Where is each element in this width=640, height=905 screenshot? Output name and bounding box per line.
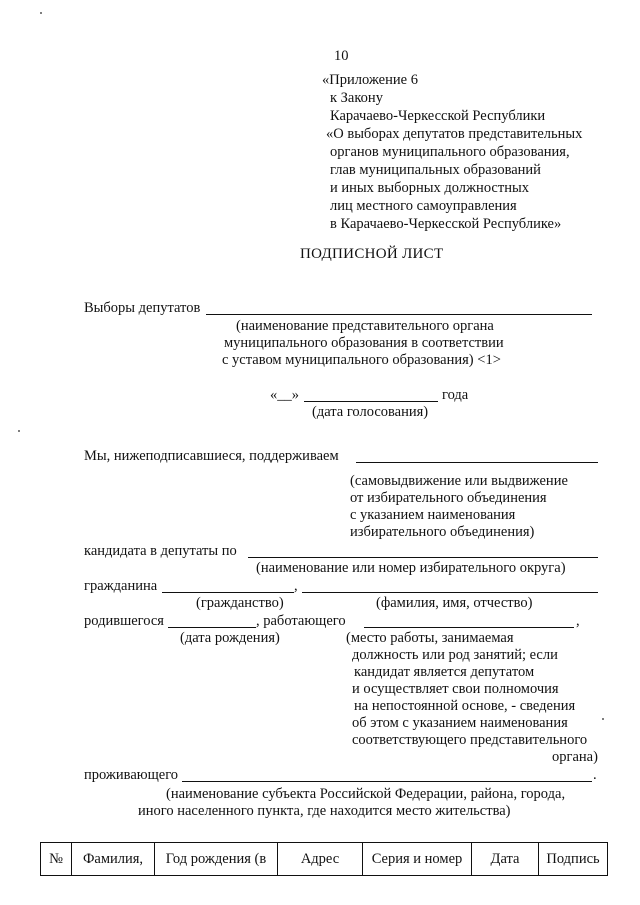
working-label: , работающего	[256, 613, 346, 629]
appendix-line: «Приложение 6	[322, 72, 418, 88]
elections-hint: (наименование представительного органа	[236, 318, 494, 334]
residence-period: .	[593, 767, 597, 783]
date-day: «__»	[270, 387, 299, 403]
citizen-comma: ,	[294, 578, 298, 594]
table-header-row	[41, 843, 608, 876]
appendix-line: и иных выборных должностных	[330, 180, 529, 196]
support-hint: избирательного объединения)	[350, 524, 535, 540]
support-hint: (самовыдвижение или выдвижение	[350, 473, 568, 489]
page-number: 10	[334, 48, 349, 64]
appendix-line: к Закону	[330, 90, 383, 106]
col-address: Адрес	[278, 843, 363, 876]
appendix-line: «О выборах депутатов представительных	[326, 126, 583, 142]
birthdate-blank[interactable]	[168, 627, 256, 628]
working-comma: ,	[576, 613, 580, 629]
appendix-line: глав муниципальных образований	[330, 162, 541, 178]
residence-hint: (наименование субъекта Российской Федерации, района, города,	[166, 786, 566, 802]
appendix-line: в Карачаево-Черкесской Республике»	[330, 216, 562, 232]
support-label: Мы, нижеподписавшиеся, поддерживаем	[84, 448, 339, 464]
scan-speck	[602, 718, 604, 720]
workplace-hint: на непостоянной основе, - сведения	[354, 698, 576, 714]
citizenship-hint: (гражданство)	[196, 595, 284, 611]
elections-hint: муниципального образования в соответствии	[224, 335, 504, 351]
date-blank[interactable]	[304, 401, 438, 402]
workplace-blank[interactable]	[364, 627, 574, 628]
date-suffix: года	[442, 387, 469, 403]
candidate-blank[interactable]	[248, 557, 598, 558]
col-passport: Серия и номер	[363, 843, 472, 876]
appendix-line: органов муниципального образования,	[330, 144, 570, 160]
birthdate-hint: (дата рождения)	[180, 630, 280, 646]
citizenship-blank[interactable]	[162, 592, 294, 593]
col-number: №	[41, 843, 72, 876]
workplace-hint: (место работы, занимаемая	[346, 630, 514, 646]
date-hint: (дата голосования)	[312, 404, 429, 420]
support-blank[interactable]	[356, 462, 598, 463]
fullname-hint: (фамилия, имя, отчество)	[376, 595, 533, 611]
col-birthyear: Год рождения (в	[155, 843, 278, 876]
support-hint: с указанием наименования	[350, 507, 516, 523]
col-date: Дата	[472, 843, 539, 876]
workplace-hint: органа)	[552, 749, 598, 765]
candidate-hint: (наименование или номер избирательного округа)	[256, 560, 566, 576]
signature-table	[40, 842, 608, 876]
elections-blank[interactable]	[206, 314, 592, 315]
residence-blank[interactable]	[182, 781, 592, 782]
residence-hint: иного населенного пункта, где находится место жительства)	[138, 803, 511, 819]
col-signature: Подпись	[539, 843, 608, 876]
page-title: ПОДПИСНОЙ ЛИСТ	[300, 246, 444, 262]
appendix-line: Карачаево-Черкесской Республики	[330, 108, 546, 124]
elections-hint: с уставом муниципального образования) <1>	[222, 352, 501, 368]
scan-speck	[40, 12, 42, 14]
support-hint: от избирательного объединения	[350, 490, 547, 506]
workplace-hint: должность или род занятий; если	[352, 647, 558, 663]
appendix-line: лиц местного самоуправления	[330, 198, 517, 214]
elections-label: Выборы депутатов	[84, 300, 201, 316]
workplace-hint: соответствующего представительного	[352, 732, 588, 748]
candidate-label: кандидата в депутаты по	[84, 543, 237, 559]
workplace-hint: об этом с указанием наименования	[352, 715, 568, 731]
workplace-hint: кандидат является депутатом	[354, 664, 535, 680]
scan-speck	[18, 430, 20, 432]
residence-label: проживающего	[84, 767, 179, 783]
col-surname: Фамилия,	[72, 843, 155, 876]
born-label: родившегося	[84, 613, 164, 629]
fullname-blank[interactable]	[302, 592, 598, 593]
citizen-label: гражданина	[84, 578, 158, 594]
workplace-hint: и осуществляет свои полномочия	[352, 681, 559, 697]
